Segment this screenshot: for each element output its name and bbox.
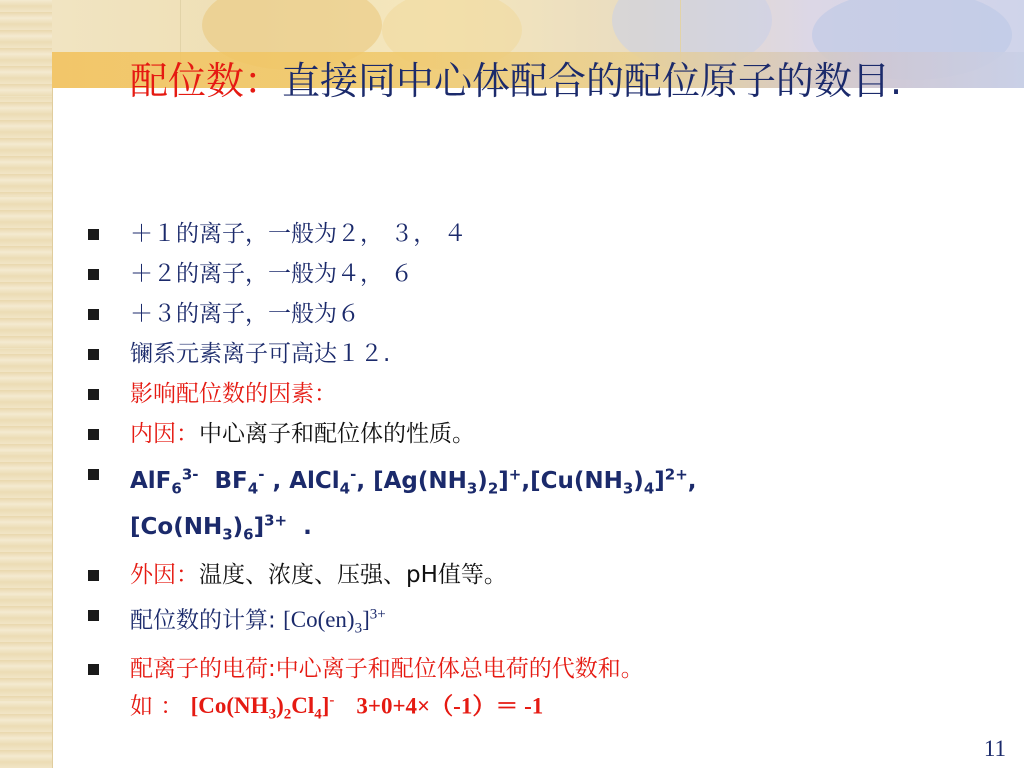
slide-title	[130, 56, 990, 106]
bullet-text: 中心离子和配位体总电荷的代数和。	[275, 655, 644, 682]
formula-line-2: $[Co(NH_3)_6]^{3+}$ .	[130, 511, 312, 544]
square-bullet-icon	[88, 610, 99, 621]
bullet-text: ＋２的离子，一般为４， ６	[130, 261, 414, 287]
square-bullet-icon	[88, 389, 99, 400]
bullet-item-internal-factors	[88, 418, 988, 450]
bullet-text: 温度、浓度、压强、pH值等。	[199, 561, 507, 588]
square-bullet-icon	[88, 269, 99, 280]
bullet-item-calculation	[88, 599, 988, 645]
title-definition: 直接同中心体配合的配位原子的数目.	[282, 59, 903, 103]
left-strip-dividers	[0, 0, 52, 768]
bullet-item-complex-charge	[88, 653, 988, 731]
bullet-label: 配位数的计算:	[130, 607, 276, 634]
bullet-label: 配离子的电荷:	[130, 655, 276, 682]
bullet-text: 影响配位数的因素：	[130, 381, 337, 407]
bullet-item-plus2	[88, 258, 988, 290]
bullet-item-plus3	[88, 298, 988, 330]
square-bullet-icon	[88, 309, 99, 320]
bullet-text: ＋３的离子，一般为６	[130, 301, 360, 327]
charge-result: 3+0+4×（-1）＝ -1	[356, 693, 544, 719]
formula-co-en: $[Co(en)_3]^{3+}$	[283, 606, 386, 637]
bullet-item-external-factors	[88, 559, 988, 591]
formula-example: $[Co(NH_3)_2Cl_4]^-$	[190, 692, 335, 723]
title-keyword: 配位数	[130, 59, 245, 103]
bullet-item-plus1	[88, 218, 988, 250]
bullet-list	[88, 218, 988, 739]
bullet-item-lanthanides	[88, 338, 988, 370]
square-bullet-icon	[88, 469, 99, 480]
bullet-text: ＋１的离子，一般为２， ３， ４	[130, 221, 467, 247]
formula-line-1: AlF$_6^{3-}$ $BF_4^-$ , AlCl$_4$-, $[Ag(NH_3)_2]^+,[Cu(NH_3)_4]^{2+}$,	[130, 465, 697, 498]
square-bullet-icon	[88, 570, 99, 581]
example-prefix: 如 ：	[130, 693, 184, 720]
bullet-text: 镧系元素离子可高达１２.	[130, 341, 391, 367]
bullet-text: 中心离子和配位体的性质。	[199, 421, 475, 447]
square-bullet-icon	[88, 664, 99, 675]
bullet-item-formula-examples	[88, 458, 988, 551]
bullet-item-factors-heading	[88, 378, 988, 410]
bullet-label: 内因：	[130, 421, 199, 447]
page-number: 11	[983, 736, 1006, 761]
bullet-label: 外因：	[130, 561, 199, 588]
square-bullet-icon	[88, 229, 99, 240]
square-bullet-icon	[88, 349, 99, 360]
title-colon: ：	[244, 59, 283, 103]
square-bullet-icon	[88, 429, 99, 440]
